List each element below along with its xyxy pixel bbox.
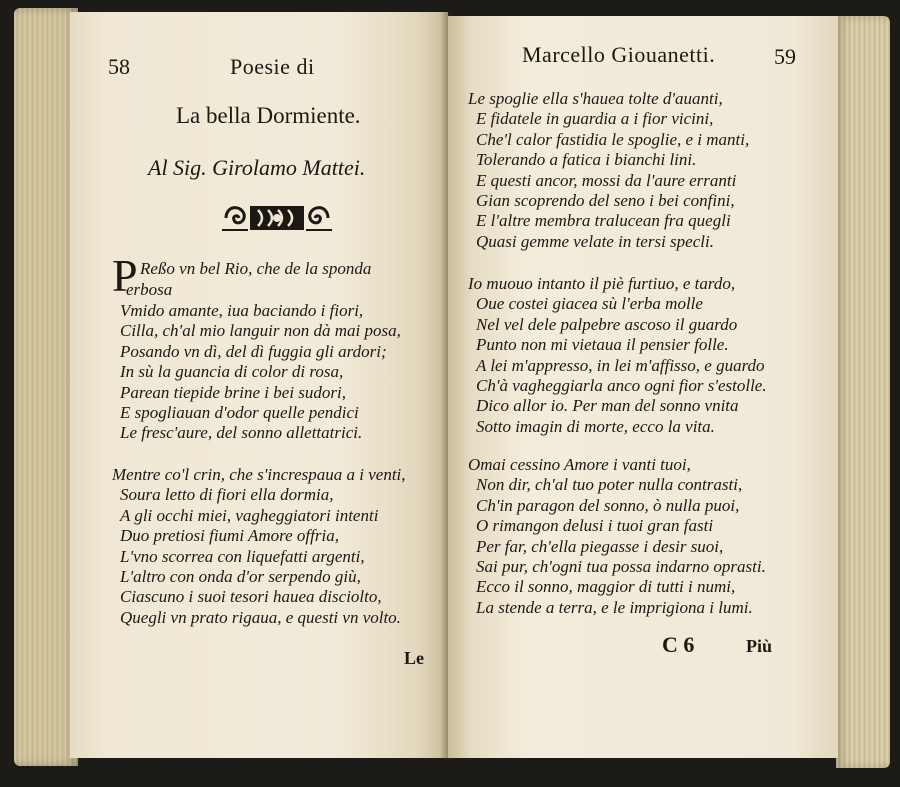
verse-line: L'altro con onda d'or serpendo giù,: [120, 567, 361, 587]
verse-line: Gian scoprendo del seno i bei confini,: [476, 191, 735, 211]
verse-line: Ciascuno i suoi tesori hauea disciolto,: [120, 587, 382, 607]
page-number-right: 59: [774, 44, 796, 69]
verse-line: Per far, ch'ella piegasse i desir suoi,: [476, 536, 724, 556]
verse-turnover: erbosa: [126, 280, 173, 299]
verse-line: Vmido amante, iua baciando i fiori,: [120, 301, 364, 320]
verse-line: Tolerando a fatica i bianchi lini.: [476, 150, 697, 170]
running-head-left: Poesie di: [230, 54, 315, 79]
verse-first-line: Reßo vn bel Rio, che de la sponda: [140, 259, 372, 278]
page-edges-right: [836, 16, 890, 768]
catchword-left: Le: [404, 648, 424, 668]
verse-line: Quasi gemme velate in tersi specli.: [476, 231, 714, 251]
verse-line: Duo pretiosi fiumi Amore offria,: [120, 526, 339, 546]
verse-line: E fidatele in guardia a i fior vicini,: [476, 109, 714, 129]
verse-line: In sù la guancia di color di rosa,: [120, 362, 344, 382]
verse-line: Le fresc'aure, del sonno allettatrici.: [120, 423, 363, 443]
catchword-right: Più: [746, 636, 773, 656]
poem-title: La bella Dormiente.: [176, 103, 361, 128]
verse-line: Posando vn dì, del dì fuggia gli ardori;: [120, 341, 387, 361]
verse-line: Quegli vn prato rigaua, e questi vn volto.: [120, 607, 401, 627]
drop-cap: P: [112, 250, 138, 301]
verse-line: O rimangon delusi i tuoi gran fasti: [476, 516, 714, 536]
page-number-left: 58: [108, 54, 130, 79]
verse-line: Le spoglie ella s'hauea tolte d'auanti,: [468, 89, 723, 108]
stanza-left-2: [112, 465, 406, 628]
verse-line: Ch'in paragon del sonno, ò nulla puoi,: [476, 495, 740, 515]
verse-line: E questi ancor, mossi da l'aure erranti: [476, 170, 737, 190]
left-page: [70, 12, 448, 758]
verse-line: Sai pur, ch'ogni tua possa indarno oprasti.: [476, 557, 766, 577]
stanza-right-3: [468, 455, 766, 618]
running-head-right: Marcello Giouanetti.: [522, 42, 716, 67]
verse-line: Ch'à vagheggiarla anco ogni fior s'estolle.: [476, 376, 767, 396]
verse-line: Dico allor io. Per man del sonno vnita: [476, 396, 739, 416]
verse-line: Sotto imagin di morte, ecco la vita.: [476, 416, 715, 436]
verse-line: Mentre co'l crin, che s'increspaua a i venti,: [112, 465, 406, 484]
verse-line: La stende a terra, e le imprigiona i lumi.: [476, 597, 753, 617]
verse-line: E spogliauan d'odor quelle pendici: [120, 403, 359, 423]
poem-dedication: Al Sig. Girolamo Mattei.: [148, 155, 366, 180]
right-page: [448, 16, 838, 758]
verse-line: Omai cessino Amore i vanti tuoi,: [468, 455, 691, 474]
verse-line: Io muouo intanto il piè furtiuo, e tardo,: [468, 274, 736, 293]
page-edges-left: [14, 8, 78, 766]
fleuron-ornament-icon: [218, 200, 336, 236]
verse-line: A gli occhi miei, vagheggiatori intenti: [120, 505, 379, 525]
verse-line: Parean tiepide brine i bei sudori,: [120, 382, 347, 402]
stanza-right-1: [468, 89, 749, 252]
signature-mark: C 6: [662, 632, 695, 657]
verse-line: Cilla, ch'al mio languir non dà mai posa,: [120, 321, 401, 341]
stanza-right-2: [468, 274, 767, 437]
verse-line: Non dir, ch'al tuo poter nulla contrasti,: [476, 475, 743, 495]
verse-line: Ecco il sonno, maggior di tutti i numi,: [476, 577, 736, 597]
verse-line: Che'l calor fastidia le spoglie, e i manti,: [476, 129, 750, 149]
verse-line: Punto non mi vietaua il pensier folle.: [476, 335, 729, 355]
stanza-left-1: [120, 301, 401, 444]
verse-line: A lei m'appresso, in lei m'affisso, e guardo: [476, 355, 765, 375]
verse-line: Oue costei giacea sù l'erba molle: [476, 294, 703, 314]
verse-line: Soura letto di fiori ella dormia,: [120, 485, 334, 505]
verse-line: E l'altre membra tralucean fra quegli: [476, 211, 731, 231]
verse-line: Nel vel dele palpebre ascoso il guardo: [476, 314, 738, 334]
verse-line: L'vno scorrea con liquefatti argenti,: [120, 546, 365, 566]
